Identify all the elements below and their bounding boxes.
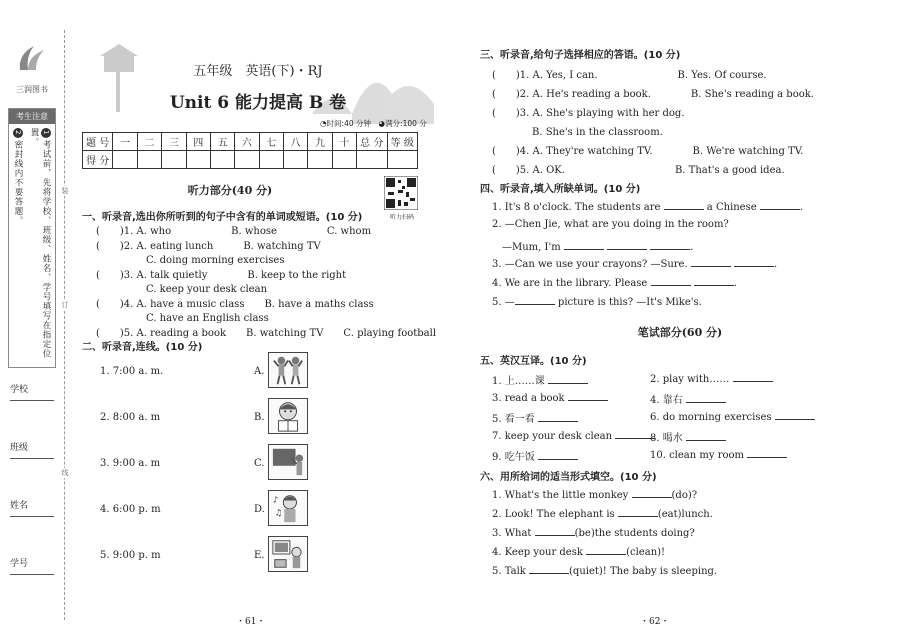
section-6-heading: 六、用所给词的适当形式填空。(10 分): [480, 472, 657, 483]
score-cell: 二: [137, 133, 161, 151]
score-input-cell[interactable]: [113, 151, 137, 169]
time-item-3[interactable]: 3. 9:00 a. m: [100, 458, 161, 469]
list-item: ( )5. A. OK. B. That's a good idea.: [492, 165, 785, 176]
score-cell: 等 级: [387, 133, 418, 151]
answer-blank[interactable]: [664, 200, 704, 210]
picture-label-b: B.: [254, 412, 265, 423]
table-row: [83, 151, 418, 169]
svg-text:♪: ♪: [272, 495, 279, 506]
answer-blank[interactable]: [529, 564, 569, 574]
list-item: C. doing morning exercises: [96, 255, 285, 266]
list-item: 5. — picture is this? —It's Mike's.: [492, 297, 702, 308]
list-item: ( )3. A. talk quietly B. keep to the right: [96, 270, 347, 281]
exam-meta: [320, 118, 427, 129]
score-input-cell[interactable]: [283, 151, 307, 169]
list-item: 5. 看一看: [492, 410, 578, 425]
list-item: 8. 喝水: [650, 429, 726, 444]
field-name-line[interactable]: [10, 516, 54, 517]
answer-blank[interactable]: [618, 507, 658, 517]
list-item: ( )1. A. Yes, I can. B. Yes. Of course.: [492, 70, 767, 81]
score-cell: 得 分: [83, 151, 113, 169]
page-title: Unit 6 能力提高 B 卷: [169, 93, 347, 113]
exam-time: ◔时间:40 分钟: [320, 119, 371, 128]
page-number-left: ・61・: [236, 617, 266, 627]
score-input-cell[interactable]: [186, 151, 210, 169]
answer-blank[interactable]: [760, 200, 800, 210]
teacher-blackboard-icon[interactable]: [268, 444, 308, 480]
section-5-heading: 五、英汉互译。(10 分): [480, 356, 587, 367]
picture-label-a: A.: [254, 366, 265, 377]
picture-label-d: D.: [254, 504, 265, 515]
list-item: ( )3. A. She's playing with her dog.: [492, 108, 685, 119]
cut-mark-2: 订: [61, 301, 69, 309]
cut-mark-3: 线: [61, 469, 69, 477]
cut-mark-1: 装: [61, 187, 69, 195]
score-input-cell[interactable]: [235, 151, 259, 169]
score-input-cell[interactable]: [387, 151, 418, 169]
qr-code-icon[interactable]: [384, 176, 418, 210]
answer-blank[interactable]: [568, 391, 608, 401]
kids-exercising-icon[interactable]: [268, 352, 308, 388]
time-item-5[interactable]: 5. 9:00 p. m: [100, 550, 161, 561]
answer-blank[interactable]: [686, 431, 726, 441]
written-heading: 笔试部分(60 分): [637, 326, 723, 339]
field-student-id-label: 学号: [10, 559, 29, 569]
seal-line: [64, 30, 65, 620]
score-cell: 六: [235, 133, 259, 151]
list-item: ( )4. A. They're watching TV. B. We're watching TV.: [492, 146, 804, 157]
list-item: —Mum, I'm .: [492, 242, 694, 253]
list-item: 7. keep your desk clean: [492, 429, 655, 442]
time-item-4[interactable]: 4. 6:00 p. m: [100, 504, 161, 515]
score-cell: 三: [162, 133, 186, 151]
picture-label-c: C.: [254, 458, 265, 469]
field-school-line[interactable]: [10, 400, 54, 401]
answer-blank[interactable]: [515, 295, 555, 305]
notice-item-1: 1考试前，先将学校、班级、姓名、学号填写在指定位置。: [29, 128, 51, 359]
answer-blank[interactable]: [548, 374, 588, 384]
list-item: 1. 上……课: [492, 372, 588, 387]
grade-subject: 五年级 英语(下)・RJ: [193, 64, 323, 79]
child-tv-icon[interactable]: [268, 536, 308, 572]
list-item: 2. —Chen Jie, what are you doing in the room?: [492, 219, 729, 230]
answer-blank[interactable]: [747, 448, 787, 458]
list-item: B. She's in the classroom.: [492, 127, 663, 138]
list-item: 2. Look! The elephant is (eat)lunch.: [492, 509, 713, 520]
answer-blank[interactable]: [538, 450, 578, 460]
svg-text:♫: ♫: [274, 508, 283, 519]
page-number-right: ・62・: [640, 617, 670, 627]
notice-title: 考生注意: [9, 109, 55, 124]
answer-blank[interactable]: [538, 412, 578, 422]
list-item: 4. We are in the library. Please .: [492, 278, 737, 289]
score-cell: 八: [283, 133, 307, 151]
answer-blank[interactable]: [632, 488, 672, 498]
answer-blank[interactable]: [650, 240, 690, 250]
score-cell: 七: [259, 133, 283, 151]
list-item: ( )2. A. eating lunch B. watching TV: [96, 241, 321, 252]
list-item: 3. read a book: [492, 391, 608, 404]
score-cell: 一: [113, 133, 137, 151]
list-item: 1. What's the little monkey (do)?: [492, 490, 698, 501]
list-item: 3. —Can we use your crayons? —Sure. .: [492, 259, 778, 270]
section-1-heading: 一、听录音,选出你所听到的句子中含有的单词或短语。(10 分): [82, 212, 363, 223]
answer-blank[interactable]: [564, 240, 604, 250]
score-cell: 四: [186, 133, 210, 151]
answer-blank[interactable]: [691, 257, 731, 267]
exam-total-score: ◕满分:100 分: [378, 119, 427, 128]
list-item: 4. 靠右: [650, 391, 726, 406]
score-input-cell[interactable]: [332, 151, 356, 169]
list-item: ( )2. A. He's reading a book. B. She's reading a book.: [492, 89, 814, 100]
child-music-icon[interactable]: [268, 490, 308, 526]
picture-label-e: E.: [254, 550, 265, 561]
notice-item-2: 2密封线内不要答题。: [12, 128, 24, 376]
field-class-line[interactable]: [10, 458, 54, 459]
score-cell: 五: [210, 133, 234, 151]
list-item: ( )1. A. who B. whose C. whom: [96, 226, 372, 237]
score-cell: 九: [308, 133, 332, 151]
score-table: [82, 132, 418, 169]
list-item: 4. Keep your desk (clean)!: [492, 547, 666, 558]
list-item: ( )5. A. reading a book B. watching TV C. playing football: [96, 328, 437, 339]
answer-blank[interactable]: [694, 276, 734, 286]
binding-sidebar: [0, 0, 64, 636]
section-3-heading: 三、听录音,给句子选择相应的答语。(10 分): [480, 50, 681, 61]
field-student-id-line[interactable]: [10, 574, 54, 575]
field-name-label: 姓名: [10, 501, 29, 511]
qr-label: 听力扫码: [389, 214, 414, 221]
score-input-cell[interactable]: [357, 151, 387, 169]
listening-heading: 听力部分(40 分): [187, 184, 273, 197]
list-item: 9. 吃午饭: [492, 448, 578, 463]
score-cell: 十: [332, 133, 356, 151]
answer-blank[interactable]: [686, 393, 726, 403]
list-item: 6. do morning exercises: [650, 410, 815, 423]
publisher-name: 三润图书: [16, 85, 48, 94]
child-reading-icon[interactable]: [268, 398, 308, 434]
list-item: ( )4. A. have a music class B. have a maths class: [96, 299, 374, 310]
score-cell: 题 号: [83, 133, 113, 151]
section-2-heading: 二、听录音,连线。(10 分): [82, 342, 203, 353]
score-input-cell[interactable]: [162, 151, 186, 169]
list-item: 3. What (be)the students doing?: [492, 528, 695, 539]
list-item: 10. clean my room: [650, 448, 787, 461]
list-item: 2. play with……: [650, 372, 773, 385]
answer-blank[interactable]: [607, 240, 647, 250]
score-input-cell[interactable]: [308, 151, 332, 169]
table-row: [83, 133, 418, 151]
list-item: 5. Talk (quiet)! The baby is sleeping.: [492, 566, 718, 577]
score-input-cell[interactable]: [137, 151, 161, 169]
answer-blank[interactable]: [775, 410, 815, 420]
list-item: C. keep your desk clean: [96, 284, 268, 295]
answer-blank[interactable]: [734, 257, 774, 267]
field-school-label: 学校: [10, 385, 29, 395]
answer-blank[interactable]: [733, 372, 773, 382]
answer-blank[interactable]: [535, 526, 575, 536]
answer-blank[interactable]: [586, 545, 626, 555]
score-input-cell[interactable]: [210, 151, 234, 169]
score-cell: 总 分: [357, 133, 387, 151]
list-item: 1. It's 8 o'clock. The students are a Chinese .: [492, 202, 804, 213]
list-item: C. have an English class: [96, 313, 269, 324]
score-input-cell[interactable]: [259, 151, 283, 169]
section-4-heading: 四、听录音,填入所缺单词。(10 分): [480, 184, 641, 195]
time-item-2[interactable]: 2. 8:00 a. m: [100, 412, 161, 423]
answer-blank[interactable]: [651, 276, 691, 286]
time-item-1[interactable]: 1. 7:00 a. m.: [100, 366, 164, 377]
field-class-label: 班级: [10, 443, 29, 453]
exam-notice: [8, 108, 56, 368]
publisher-logo-icon: [14, 40, 50, 76]
